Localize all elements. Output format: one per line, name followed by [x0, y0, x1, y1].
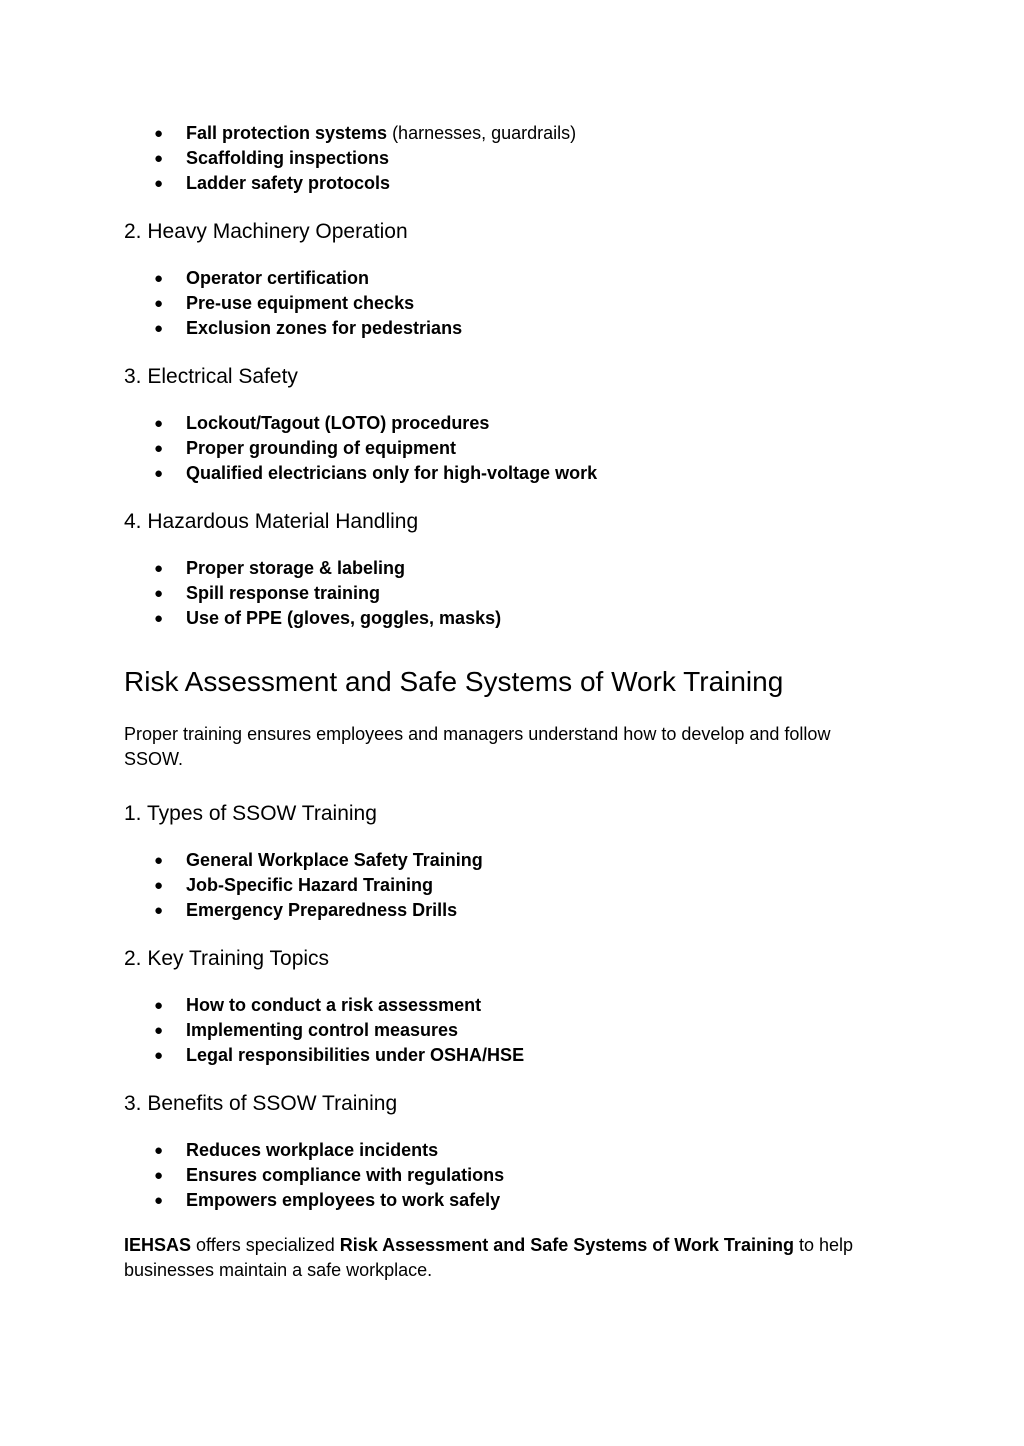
list-item-bold: Proper storage & labeling [186, 558, 406, 578]
section-list [124, 266, 904, 341]
bullet-icon: ● [154, 997, 164, 1014]
list-item [124, 606, 904, 631]
bullet-icon: ● [154, 1142, 164, 1159]
course-name: Risk Assessment and Safe Systems of Work Training [339, 1235, 794, 1255]
bullet-icon: ● [154, 150, 164, 167]
list-item [124, 291, 904, 316]
section-list [124, 556, 904, 631]
list-item-bold: Legal responsibilities under OSHA/HSE [186, 1045, 525, 1065]
list-item-bold: Scaffolding inspections [186, 148, 390, 168]
list-item [124, 898, 904, 923]
bullet-icon: ● [154, 585, 164, 602]
training-intro: Proper training ensures employees and managers understand how to develop and follow SSOW. [124, 724, 831, 769]
list-item-bold: Spill response training [186, 583, 381, 603]
list-item [124, 316, 904, 341]
list-item [124, 461, 904, 486]
list-item [124, 171, 904, 196]
list-item-bold: Ensures compliance with regulations [186, 1165, 505, 1185]
section-list [124, 993, 904, 1068]
list-item-bold: Job-Specific Hazard Training [186, 875, 434, 895]
section-heading: 1. Types of SSOW Training [124, 802, 377, 825]
list-item-bold: Implementing control measures [186, 1020, 459, 1040]
list-item-bold: Qualified electricians only for high-voltage work [186, 463, 598, 483]
list-item-bold: How to conduct a risk assessment [186, 995, 482, 1015]
list-item-text: (harnesses, guardrails) [387, 123, 577, 143]
bullet-icon: ● [154, 175, 164, 192]
bullet-icon: ● [154, 560, 164, 577]
bullet-icon: ● [154, 1192, 164, 1209]
list-item [124, 993, 904, 1018]
list-item-bold: Reduces workplace incidents [186, 1140, 439, 1160]
list-item-bold: Proper grounding of equipment [186, 438, 456, 458]
section-list [124, 1138, 904, 1213]
closing-text: to help businesses maintain a safe workplace. [124, 1235, 853, 1280]
list-item [124, 436, 904, 461]
list-item [124, 848, 904, 873]
document-content [124, 121, 904, 1283]
bullet-icon: ● [154, 415, 164, 432]
list-item [124, 556, 904, 581]
section-heading: 2. Heavy Machinery Operation [124, 220, 408, 243]
closing-paragraph [124, 1233, 894, 1283]
list-item [124, 121, 904, 146]
list-item [124, 1138, 904, 1163]
list-item-bold: General Workplace Safety Training [186, 850, 483, 870]
bullet-icon: ● [154, 440, 164, 457]
bullet-icon: ● [154, 125, 164, 142]
org-name: IEHSAS [124, 1235, 192, 1255]
bullet-icon: ● [154, 320, 164, 337]
list-item-bold: Use of PPE (gloves, goggles, masks) [186, 608, 502, 628]
list-item [124, 873, 904, 898]
list-item [124, 146, 904, 171]
training-title: Risk Assessment and Safe Systems of Work Training [124, 666, 784, 697]
bullet-icon: ● [154, 465, 164, 482]
list-item [124, 1018, 904, 1043]
list-item [124, 581, 904, 606]
list-item-bold: Lockout/Tagout (LOTO) procedures [186, 413, 490, 433]
list-item-bold: Ladder safety protocols [186, 173, 391, 193]
list-item-bold: Fall protection systems [186, 123, 388, 143]
list-item [124, 411, 904, 436]
fall-protection-list [124, 121, 904, 196]
list-item-bold: Empowers employees to work safely [186, 1190, 501, 1210]
section-heading: 3. Benefits of SSOW Training [124, 1092, 398, 1115]
bullet-icon: ● [154, 270, 164, 287]
bullet-icon: ● [154, 295, 164, 312]
bullet-icon: ● [154, 1167, 164, 1184]
list-item [124, 1163, 904, 1188]
list-item [124, 266, 904, 291]
section-heading: 4. Hazardous Material Handling [124, 510, 419, 533]
bullet-icon: ● [154, 877, 164, 894]
bullet-icon: ● [154, 1047, 164, 1064]
list-item [124, 1043, 904, 1068]
closing-text: offers specialized [191, 1235, 340, 1255]
list-item-bold: Pre-use equipment checks [186, 293, 415, 313]
section-heading: 2. Key Training Topics [124, 947, 330, 970]
bullet-icon: ● [154, 902, 164, 919]
section-heading: 3. Electrical Safety [124, 365, 298, 388]
bullet-icon: ● [154, 610, 164, 627]
section-list [124, 411, 904, 486]
list-item-bold: Operator certification [186, 268, 370, 288]
list-item-bold: Emergency Preparedness Drills [186, 900, 458, 920]
section-list [124, 848, 904, 923]
bullet-icon: ● [154, 1022, 164, 1039]
bullet-icon: ● [154, 852, 164, 869]
list-item-bold: Exclusion zones for pedestrians [186, 318, 463, 338]
list-item [124, 1188, 904, 1213]
